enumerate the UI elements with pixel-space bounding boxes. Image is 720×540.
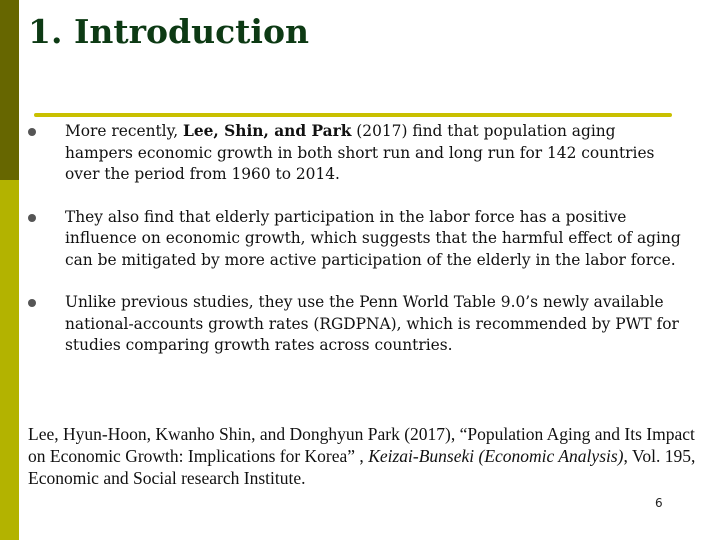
reference-part-2: , Vol. 195, Economic and Social research Institute. (28, 446, 696, 488)
slide-title: 1. Introduction (28, 12, 309, 51)
left-accent-bar-dark (0, 0, 19, 180)
bullet-2-text: They also find that elderly participation in the labor force has a positive influence on economic growth, which suggests that the harmful effect of aging can be mitigated by more active participation of the elderly in the labor force. (65, 207, 681, 269)
bullet-icon (28, 128, 36, 136)
bullet-icon (28, 214, 36, 222)
title-divider (34, 113, 672, 117)
bullet-list (28, 121, 688, 378)
reference-part-1: Lee, Hyun-Hoon, Kwanho Shin, and Donghyun Park (2017), “Population Aging and Its Impact on Economic Growth: Implications for Korea” , (28, 424, 695, 466)
bullet-item-2 (28, 207, 688, 272)
page-number: 6 (655, 496, 663, 510)
bullet-1-authors: Lee, Shin, and Park (183, 122, 352, 140)
bullet-3-text: Unlike previous studies, they use the Penn World Table 9.0’s newly available national-accounts growth rates (RGDPNA), which is recommended by PWT for studies comparing growth rates across countries. (65, 293, 679, 354)
bullet-1-text-before: More recently, (65, 122, 184, 140)
bullet-item-1 (28, 121, 688, 186)
bullet-1-text-after: (2017) find that population aging hampers economic growth in both short run and long run for 142 countries over the period from 1960 to 2014. (65, 122, 655, 183)
reference-citation (28, 423, 698, 489)
reference-journal: Keizai-Bunseki (Economic Analysis) (368, 446, 624, 466)
left-accent-bar-light (0, 180, 19, 540)
bullet-item-3 (28, 292, 688, 357)
bullet-icon (28, 299, 36, 307)
